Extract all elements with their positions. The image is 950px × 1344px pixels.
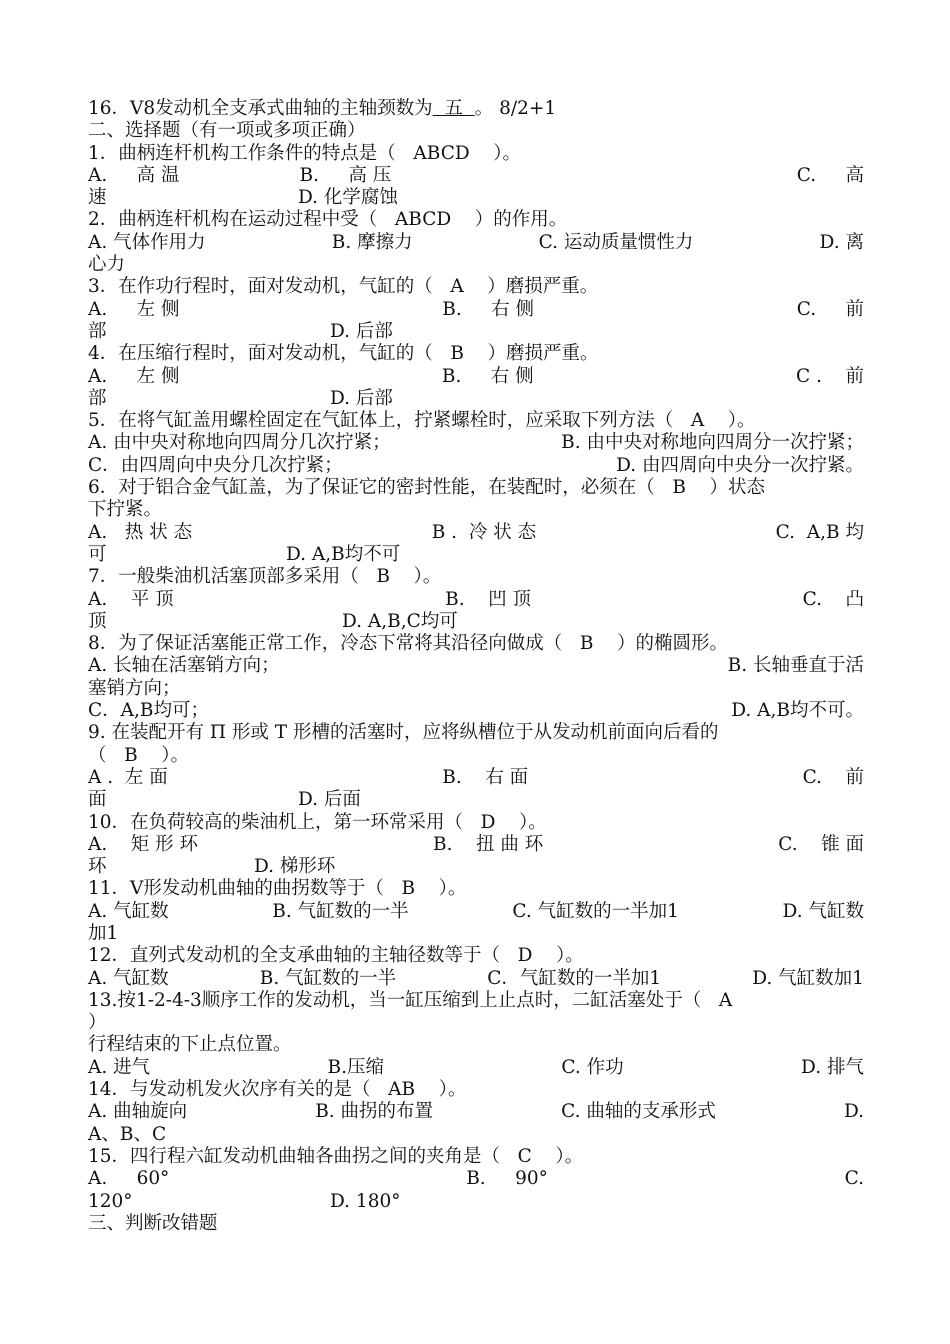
question-stem: 4．在压缩行程时，面对发动机，气缸的（ B ）磨损严重。 [88,343,599,365]
document-page [88,98,864,1235]
option-b: B.压缩 [327,1056,384,1078]
options-wrap: 加1 [88,922,119,944]
option-c: C. 气缸数的一半加1 [512,900,679,922]
options-row [88,1168,864,1190]
option-d: D. A,B均不可。 [731,700,864,722]
option-c: C. 锥 面 [778,833,864,855]
question-stem: 6．对于铝合金气缸盖，为了保证它的密封性能，在装配时，必须在（ B ）状态 [88,477,766,499]
option-a: A. 高 温 [88,164,180,186]
option-a: A. 由中央对称地向四周分几次拧紧； [88,432,391,454]
option-b: B. 凹 顶 [445,588,532,610]
option-d: D. 化学腐蚀 [298,187,398,209]
options-row: 环 D. 梯形环 [88,856,336,878]
option-d: D. 排气 [801,1056,864,1078]
options-wrap: 心力 [88,254,126,276]
q16-line: 16．V8发动机全支承式曲轴的主轴颈数为 五 。 8/2+1 [88,98,557,119]
option-d: D. 后部 [330,387,393,409]
option-b: B. 曲拐的布置 [315,1101,434,1123]
section-title: 三、判断改错题 [88,1212,218,1234]
question-stem: 10．在负荷较高的柴油机上，第一环常采用（ D ）。 [88,811,547,833]
option-c: C. 高 [796,164,864,186]
option-b: B. 气缸数的一半 [272,900,409,922]
option-d: D. 180° [330,1190,401,1212]
options-row [88,366,864,388]
options-row: 顶 D. A,B,C均可 [88,610,458,632]
option-a: A. 矩 形 环 [88,833,199,855]
option-c: C. [844,1168,864,1190]
option-b: B. 气缸数的一半 [259,967,397,989]
options-row [88,834,864,856]
option-b: B. 摩擦力 [331,231,413,253]
option-a: A. 气体作用力 [88,231,206,253]
option-b: B . 冷 状 态 [431,521,537,543]
options-row [88,968,864,990]
option-b: B. 高 压 [299,164,392,186]
option-c: C．A,B均可； [88,700,209,722]
options-row [88,700,864,722]
options-row: 可 D. A,B均不可 [88,543,401,565]
options-row [88,589,864,611]
options-row [88,1057,864,1079]
option-c: C. 运动质量惯性力 [538,231,694,253]
option-d: D. 离 [819,231,864,253]
option-c: C．由四周向中央分几次拧紧； [88,454,343,476]
question-stem: 9. 在装配开有 Π 形或 T 形槽的活塞时，应将纵槽位于从发动机前面向后看的 [88,722,719,744]
option-d: D. 梯形环 [254,856,336,878]
option-a: A. 60° [88,1168,170,1190]
option-c: C . 前 [796,365,864,387]
options-row: 部 D. 后部 [88,320,393,342]
section-title: 二、选择题（有一项或多项正确） [88,120,366,142]
option-d: D. 由四周向中央分一次拧紧。 [616,454,864,476]
options-row [88,1101,864,1123]
q16-answer: 五 [432,98,475,119]
question-stem: 2．曲柄连杆机构在运动过程中受（ ABCD ）的作用。 [88,209,568,231]
option-b: B. 长轴垂直于活 [727,655,864,677]
option-a: A . 左 面 [88,766,168,788]
option-a: A. 气缸数 [88,967,169,989]
options-row: 120° D. 180° [88,1190,401,1212]
question-stem-cont: 下拧紧。 [88,499,163,521]
option-a: A. 气缸数 [88,900,169,922]
question-stem: 3．在作功行程时，面对发动机，气缸的（ A ）磨损严重。 [88,276,599,298]
option-d: D. 气缸数 [782,900,864,922]
option-b: B. 90° [466,1168,548,1190]
option-b: B. 右 面 [442,766,529,788]
question-stem: 12．直列式发动机的全支承曲轴的主轴径数等于（ D ）。 [88,945,584,967]
option-d: D. A,B,C均可 [342,610,458,632]
option-a: A. 左 侧 [88,298,180,320]
option-c: C. 前 [796,298,864,320]
question-stem: 5．在将气缸盖用螺栓固定在气缸体上，拧紧螺栓时，应采取下列方法（ A ）。 [88,410,756,432]
option-a: A. 进气 [88,1056,151,1078]
options-row [88,455,864,477]
options-row: 速 D. 化学腐蚀 [88,187,398,209]
option-a: A. 曲轴旋向 [88,1101,188,1123]
option-c: C. A,B 均 [775,521,864,543]
options-row [88,655,864,677]
option-a: A. 左 侧 [88,365,180,387]
option-c: C．气缸数的一半加1 [487,967,662,989]
option-c: C. 凸 [802,588,864,610]
options-row [88,232,864,254]
question-stem-cont: 行程结束的下止点位置。 [88,1034,292,1056]
options-row [88,165,864,187]
options-row [88,767,864,789]
option-b: B. 右 侧 [441,365,534,387]
options-wrap: 塞销方向； [88,677,181,699]
option-c: C. 作功 [561,1056,624,1078]
option-a: A. 热 状 态 [88,521,193,543]
question-stem: 15．四行程六缸发动机曲轴各曲拐之间的夹角是（ C ）。 [88,1145,584,1167]
option-b: B. 扭 曲 环 [432,833,544,855]
option-d: D. A,B均不可 [286,543,401,565]
option-a: A. 平 顶 [88,588,174,610]
question-stem-cont: （ B ）。 [88,744,190,766]
question-stem: 7．一般柴油机活塞顶部多采用（ B ）。 [88,566,442,588]
options-row [88,432,864,454]
option-d: D. 后部 [330,320,393,342]
option-c: C. 曲轴的支承形式 [561,1101,716,1123]
options-row: 部 D. 后部 [88,387,393,409]
question-stem: 11．V形发动机曲轴的曲拐数等于（ B ）。 [88,878,467,900]
question-stem-cont: ） [88,1012,107,1034]
options-row [88,522,864,544]
option-d: D. [843,1101,864,1123]
option-c: C. 前 [802,766,864,788]
question-stem: 1．曲柄连杆机构工作条件的特点是（ ABCD ）。 [88,142,521,164]
options-row [88,901,864,923]
options-wrap: A、B、C [88,1123,167,1145]
option-d: D. 气缸数加1 [752,967,864,989]
option-a: A. 长轴在活塞销方向； [88,655,280,677]
question-stem: 8．为了保证活塞能正常工作，冷态下常将其沿径向做成（ B ）的椭圆形。 [88,633,729,655]
options-row [88,299,864,321]
option-d: D. 后面 [298,789,361,811]
options-row: 面 D. 后面 [88,789,361,811]
option-b: B. 右 侧 [442,298,534,320]
question-stem: 14．与发动机发火次序有关的是（ AB ）。 [88,1079,467,1101]
question-stem: 13.按1-2-4-3顺序工作的发动机，当一缸压缩到上止点时，二缸活塞处于（ A [88,989,733,1011]
option-b: B. 由中央对称地向四周分一次拧紧； [561,432,864,454]
